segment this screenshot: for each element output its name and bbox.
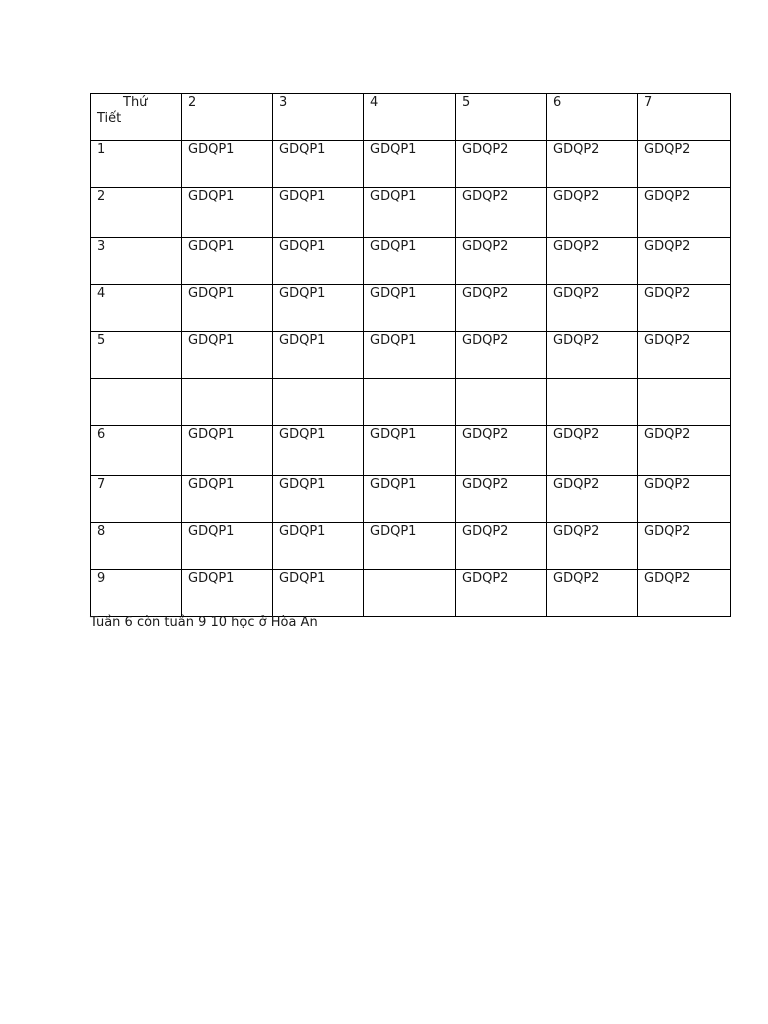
day-header-cell: 2: [182, 94, 273, 141]
subject-cell: GDQP2: [638, 476, 731, 523]
subject-cell: GDQP1: [273, 523, 364, 570]
subject-cell: GDQP2: [638, 238, 731, 285]
subject-cell: GDQP2: [638, 570, 731, 617]
period-cell: 1: [91, 141, 182, 188]
subject-cell: GDQP2: [547, 188, 638, 238]
subject-cell: GDQP1: [273, 238, 364, 285]
subject-cell: [547, 379, 638, 426]
subject-cell: GDQP2: [638, 141, 731, 188]
subject-cell: GDQP1: [364, 476, 456, 523]
subject-cell: GDQP1: [182, 188, 273, 238]
subject-cell: GDQP2: [456, 523, 547, 570]
day-header-cell: 7: [638, 94, 731, 141]
table-row: [91, 523, 731, 570]
subject-cell: GDQP1: [182, 141, 273, 188]
subject-cell: GDQP1: [182, 523, 273, 570]
subject-cell: [364, 379, 456, 426]
subject-cell: [273, 379, 364, 426]
subject-cell: GDQP1: [182, 285, 273, 332]
subject-cell: GDQP1: [182, 332, 273, 379]
subject-cell: GDQP1: [364, 332, 456, 379]
subject-cell: GDQP1: [182, 570, 273, 617]
period-cell: 8: [91, 523, 182, 570]
table-row: [91, 285, 731, 332]
table-row: [91, 570, 731, 617]
schedule-body: [91, 94, 731, 617]
subject-cell: GDQP2: [547, 426, 638, 476]
subject-cell: GDQP2: [547, 570, 638, 617]
subject-cell: GDQP2: [547, 141, 638, 188]
subject-cell: GDQP2: [547, 238, 638, 285]
subject-cell: GDQP2: [638, 285, 731, 332]
table-row: [91, 426, 731, 476]
subject-cell: GDQP2: [547, 332, 638, 379]
subject-cell: [182, 379, 273, 426]
period-cell: 7: [91, 476, 182, 523]
subject-cell: GDQP2: [456, 141, 547, 188]
subject-cell: GDQP1: [364, 238, 456, 285]
footer-note: Tuần 6 còn tuần 9 10 học ở Hòa An: [90, 615, 318, 630]
header-row: [91, 94, 731, 141]
subject-cell: GDQP1: [273, 570, 364, 617]
subject-cell: GDQP1: [364, 523, 456, 570]
period-cell: 3: [91, 238, 182, 285]
subject-cell: [638, 379, 731, 426]
corner-day-label: Thứ: [123, 95, 148, 110]
subject-cell: GDQP1: [182, 426, 273, 476]
subject-cell: [456, 379, 547, 426]
table-row: [91, 141, 731, 188]
table-row: [91, 238, 731, 285]
subject-cell: GDQP2: [456, 476, 547, 523]
subject-cell: GDQP1: [182, 476, 273, 523]
table-row: [91, 188, 731, 238]
day-header-cell: 4: [364, 94, 456, 141]
subject-cell: GDQP2: [638, 426, 731, 476]
day-header-cell: 5: [456, 94, 547, 141]
corner-period-label: Tiết: [97, 111, 122, 126]
subject-cell: GDQP2: [547, 476, 638, 523]
table-row: [91, 332, 731, 379]
subject-cell: GDQP2: [638, 332, 731, 379]
subject-cell: GDQP1: [273, 141, 364, 188]
table-row: [91, 476, 731, 523]
subject-cell: GDQP1: [364, 141, 456, 188]
corner-header-cell: [91, 94, 182, 141]
schedule-table: [90, 93, 731, 617]
subject-cell: GDQP1: [182, 238, 273, 285]
subject-cell: GDQP1: [273, 188, 364, 238]
subject-cell: GDQP2: [456, 238, 547, 285]
subject-cell: GDQP2: [547, 285, 638, 332]
subject-cell: GDQP1: [364, 188, 456, 238]
table-row: [91, 379, 731, 426]
subject-cell: GDQP1: [273, 476, 364, 523]
subject-cell: GDQP2: [456, 570, 547, 617]
period-cell: 4: [91, 285, 182, 332]
subject-cell: GDQP1: [364, 285, 456, 332]
subject-cell: GDQP2: [456, 285, 547, 332]
subject-cell: [364, 570, 456, 617]
subject-cell: GDQP2: [456, 332, 547, 379]
subject-cell: GDQP2: [638, 188, 731, 238]
day-header-cell: 6: [547, 94, 638, 141]
subject-cell: GDQP2: [547, 523, 638, 570]
subject-cell: GDQP2: [456, 188, 547, 238]
subject-cell: GDQP1: [273, 426, 364, 476]
period-cell: 5: [91, 332, 182, 379]
subject-cell: GDQP1: [273, 285, 364, 332]
period-cell: 6: [91, 426, 182, 476]
subject-cell: GDQP1: [273, 332, 364, 379]
subject-cell: GDQP1: [364, 426, 456, 476]
period-cell: [91, 379, 182, 426]
day-header-cell: 3: [273, 94, 364, 141]
subject-cell: GDQP2: [638, 523, 731, 570]
period-cell: 9: [91, 570, 182, 617]
period-cell: 2: [91, 188, 182, 238]
subject-cell: GDQP2: [456, 426, 547, 476]
